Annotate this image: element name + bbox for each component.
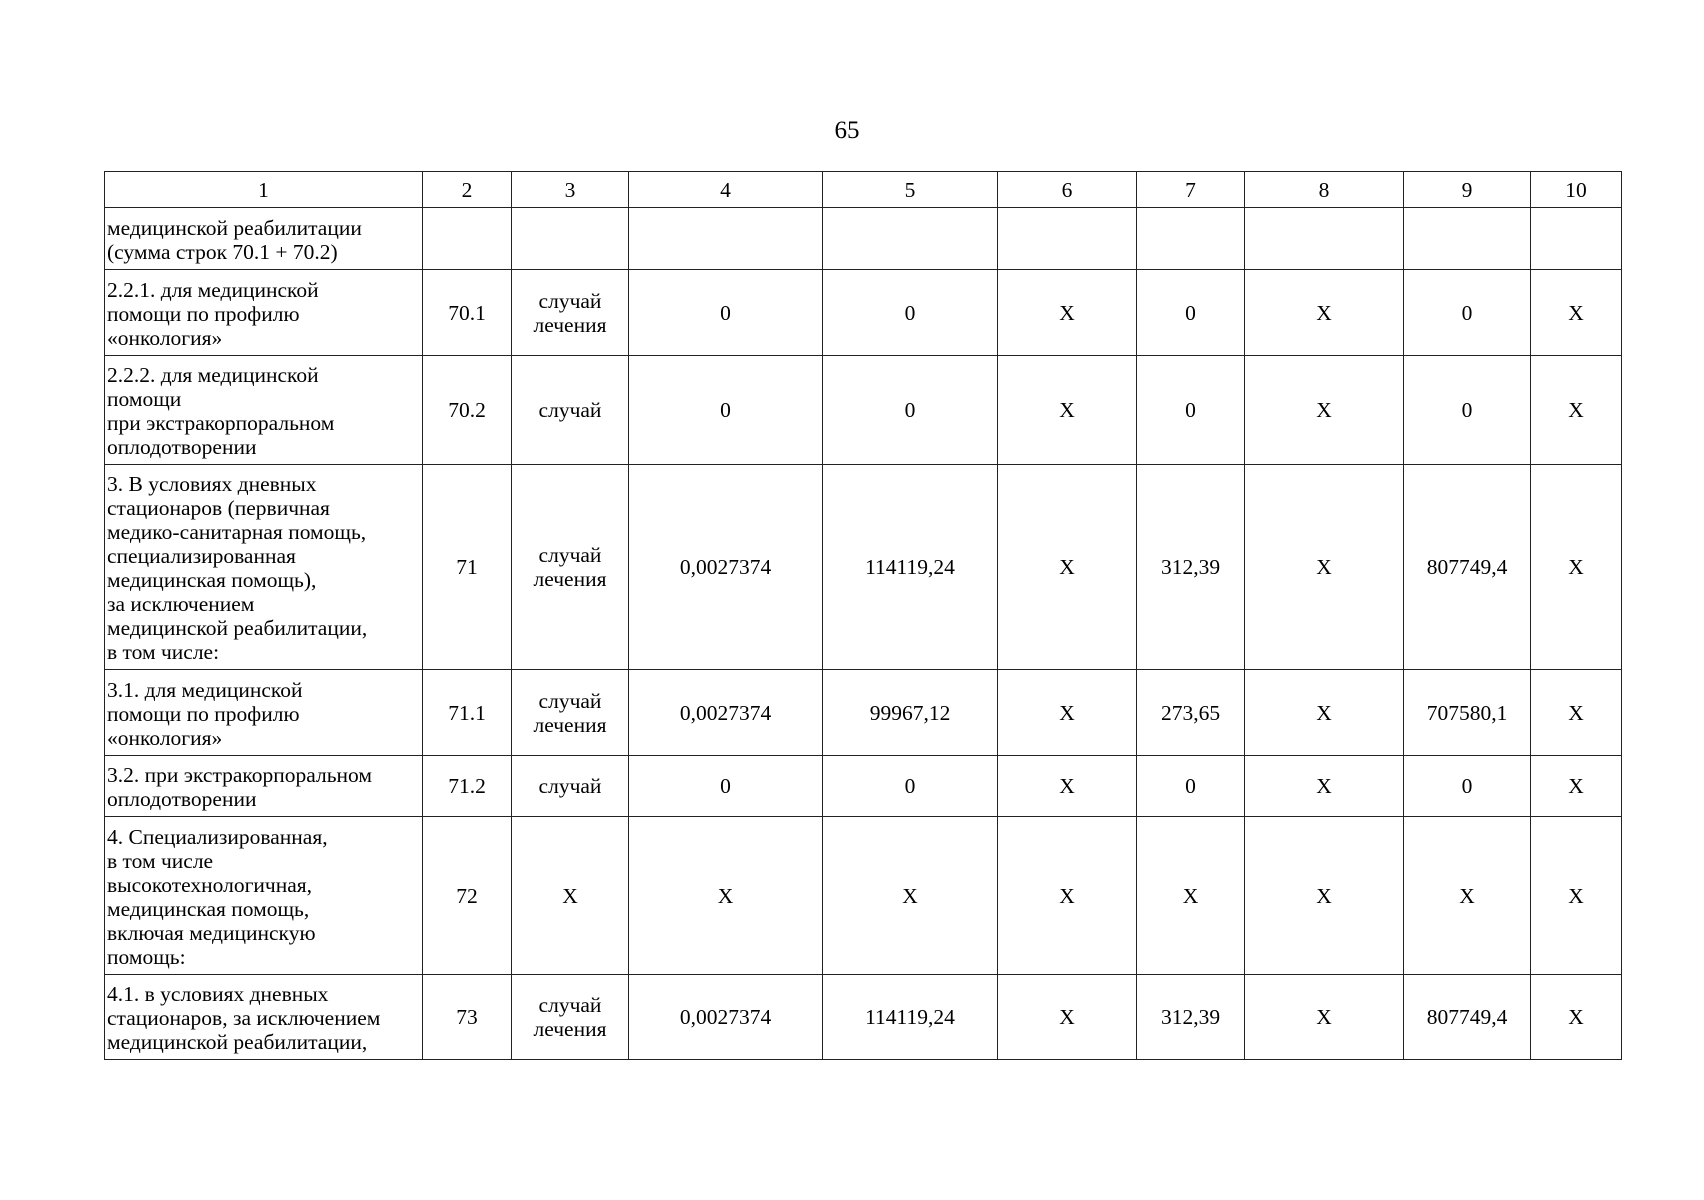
row-code [423, 208, 512, 270]
row-code: 72 [423, 817, 512, 975]
value-cell: 0 [1137, 356, 1245, 465]
column-number: 4 [629, 172, 823, 208]
row-name: 4. Специализированная, в том числе высокотехнологичная, медицинская помощь, включая медицинскую помощь: [105, 817, 423, 975]
row-name: 3.1. для медицинской помощи по профилю «онкология» [105, 670, 423, 756]
column-number: 5 [823, 172, 998, 208]
unit-cell [512, 208, 629, 270]
value-cell: Х [1404, 817, 1531, 975]
row-code: 70.2 [423, 356, 512, 465]
table-row [105, 817, 1622, 975]
column-number: 9 [1404, 172, 1531, 208]
unit-cell: случай лечения [512, 975, 629, 1060]
row-name: 2.2.1. для медицинской помощи по профилю «онкология» [105, 270, 423, 356]
value-cell: 0 [1404, 756, 1531, 817]
value-cell: Х [1531, 356, 1622, 465]
value-cell: 0 [629, 270, 823, 356]
value-cell: 114119,24 [823, 465, 998, 670]
value-cell: 0,0027374 [629, 670, 823, 756]
column-number: 1 [105, 172, 423, 208]
value-cell: 0 [823, 356, 998, 465]
value-cell: 0 [1137, 270, 1245, 356]
value-cell: Х [1531, 465, 1622, 670]
table-row [105, 756, 1622, 817]
value-cell: Х [1531, 975, 1622, 1060]
value-cell: Х [1245, 975, 1404, 1060]
table-header-row [105, 172, 1622, 208]
column-number: 2 [423, 172, 512, 208]
value-cell [1137, 208, 1245, 270]
value-cell: 0 [1404, 356, 1531, 465]
value-cell: Х [1245, 670, 1404, 756]
unit-cell: случай [512, 756, 629, 817]
value-cell: 312,39 [1137, 975, 1245, 1060]
value-cell: 807749,4 [1404, 975, 1531, 1060]
value-cell: 0,0027374 [629, 975, 823, 1060]
value-cell: Х [998, 356, 1137, 465]
value-cell: Х [998, 817, 1137, 975]
value-cell: 707580,1 [1404, 670, 1531, 756]
unit-cell: случай лечения [512, 465, 629, 670]
value-cell: Х [1137, 817, 1245, 975]
column-number: 10 [1531, 172, 1622, 208]
value-cell: Х [1531, 670, 1622, 756]
value-cell: Х [823, 817, 998, 975]
value-cell: Х [1245, 756, 1404, 817]
value-cell: 0 [823, 756, 998, 817]
value-cell: 0 [629, 756, 823, 817]
value-cell: Х [998, 756, 1137, 817]
value-cell: 312,39 [1137, 465, 1245, 670]
value-cell: Х [998, 670, 1137, 756]
value-cell: Х [1531, 817, 1622, 975]
value-cell: 807749,4 [1404, 465, 1531, 670]
table-row [105, 465, 1622, 670]
value-cell [1531, 208, 1622, 270]
value-cell: 0 [823, 270, 998, 356]
row-code: 71.1 [423, 670, 512, 756]
value-cell: 0,0027374 [629, 465, 823, 670]
value-cell: Х [1245, 465, 1404, 670]
row-code: 71 [423, 465, 512, 670]
unit-cell: случай [512, 356, 629, 465]
row-name: медицинской реабилитации (сумма строк 70.1 + 70.2) [105, 208, 423, 270]
row-name: 3. В условиях дневных стационаров (первичная медико-санитарная помощь, специализированная медицинская помощь), за исключением медицинской реабилитации, в том числе: [105, 465, 423, 670]
value-cell: 273,65 [1137, 670, 1245, 756]
indicators-table [104, 171, 1622, 1060]
table-row [105, 270, 1622, 356]
value-cell: Х [1245, 356, 1404, 465]
row-code: 73 [423, 975, 512, 1060]
row-name: 3.2. при экстракорпоральном оплодотворении [105, 756, 423, 817]
column-number: 6 [998, 172, 1137, 208]
value-cell [998, 208, 1137, 270]
value-cell: 0 [1137, 756, 1245, 817]
value-cell [1404, 208, 1531, 270]
value-cell: 114119,24 [823, 975, 998, 1060]
value-cell: Х [998, 270, 1137, 356]
row-code: 71.2 [423, 756, 512, 817]
value-cell: 99967,12 [823, 670, 998, 756]
value-cell [1245, 208, 1404, 270]
value-cell: 0 [629, 356, 823, 465]
row-code: 70.1 [423, 270, 512, 356]
table-row [105, 356, 1622, 465]
value-cell: Х [998, 465, 1137, 670]
value-cell: 0 [1404, 270, 1531, 356]
value-cell: Х [1531, 756, 1622, 817]
row-name: 4.1. в условиях дневных стационаров, за исключением медицинской реабилитации, [105, 975, 423, 1060]
value-cell: Х [1245, 817, 1404, 975]
unit-cell: случай лечения [512, 270, 629, 356]
table-row [105, 975, 1622, 1060]
table-row [105, 670, 1622, 756]
value-cell: Х [629, 817, 823, 975]
unit-cell: Х [512, 817, 629, 975]
value-cell [823, 208, 998, 270]
column-number: 8 [1245, 172, 1404, 208]
value-cell: Х [1245, 270, 1404, 356]
row-name: 2.2.2. для медицинской помощи при экстракорпоральном оплодотворении [105, 356, 423, 465]
value-cell [629, 208, 823, 270]
table-row [105, 208, 1622, 270]
unit-cell: случай лечения [512, 670, 629, 756]
value-cell: Х [1531, 270, 1622, 356]
column-number: 7 [1137, 172, 1245, 208]
value-cell: Х [998, 975, 1137, 1060]
column-number: 3 [512, 172, 629, 208]
page-number: 65 [834, 117, 860, 144]
